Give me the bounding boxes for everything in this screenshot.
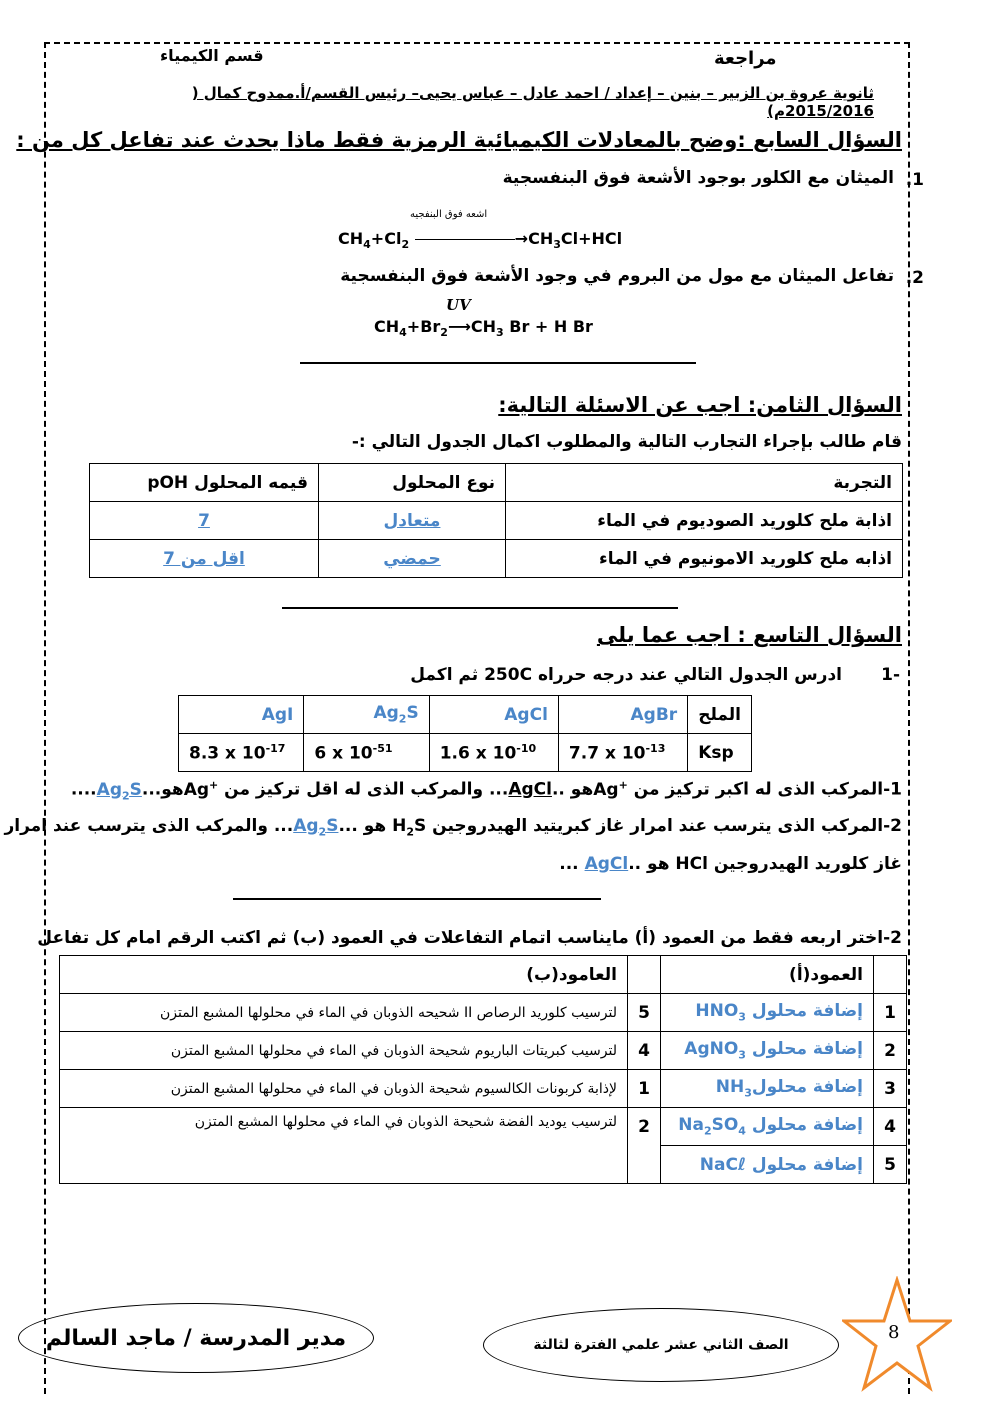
ksp-agbr: 7.7 x $10^{-13}$: [558, 734, 687, 772]
answer-number: [628, 1146, 661, 1184]
salt-agi: AgI: [179, 696, 304, 734]
q9-item-num: -1: [881, 665, 900, 685]
table-row: [60, 1032, 907, 1070]
ksp-agi: 8.3 x $10^{-17}$: [179, 734, 304, 772]
grade-oval: [483, 1308, 839, 1382]
q7-item2-text: تفاعل الميثان مع مول من البروم في وجود الأشعة فوق البنفسجية: [340, 266, 894, 286]
divider: [282, 607, 678, 609]
poh-answer: اقل من 7: [90, 540, 319, 578]
reaction-cell: لترسيب كبريتات الباريوم شحيحة الذوبان في الماء في محلولها المشبع المتزن: [60, 1032, 628, 1070]
poh-answer: 7: [90, 502, 319, 540]
q7-item1-text: الميثان مع الكلور بوجود الأشعة فوق البنفسجية: [502, 168, 894, 188]
answer-h2s: $Ag_2S$: [293, 816, 339, 839]
row-number: 1: [874, 994, 907, 1032]
row-number: 5: [874, 1146, 907, 1184]
answer-hcl: AgCl: [584, 854, 629, 874]
header-experiment: التجربة: [506, 464, 903, 502]
divider: [233, 898, 601, 900]
table-header-row: [60, 956, 907, 994]
answer-number: 1: [628, 1070, 661, 1108]
table-row: [90, 502, 903, 540]
experiment-cell: اذابه ملح كلوريد الامونيوم في الماء: [506, 540, 903, 578]
answer-header: [628, 956, 661, 994]
answer-min: $Ag_2S$: [96, 779, 142, 803]
q8-title: السؤال الثامن: اجب عن الاسئلة التالية:: [498, 393, 902, 417]
department-label: قسم الكيمياء: [160, 46, 264, 65]
divider: [300, 362, 696, 364]
header-poh: قيمه المحلول pOH: [90, 464, 319, 502]
grade-label: الصف الثاني عشر علمي الفترة لثالثة: [533, 1337, 789, 1353]
review-title: مراجعة: [714, 48, 777, 69]
table-row: [60, 1146, 907, 1184]
q8-intro: قام طالب بإجراء التجارب التالية والمطلوب اكمال الجدول التالي :-: [351, 432, 902, 452]
num-header: [874, 956, 907, 994]
column-b-header: العامود(ب): [60, 956, 628, 994]
q9-statement2: 2-المركب الذى يترسب عند امرار غاز كبريتيد الهيدروجين $H_2S$ هو $...Ag_2S$... والمركب الذى يترسب عند امرار: [4, 816, 902, 839]
salt-row: [179, 696, 752, 734]
answer-number: 5: [628, 994, 661, 1032]
reaction-cell: لترسيب كلوريد الرصاص II شحيحه الذوبان في الماء في محلولها المشبع المتزن: [60, 994, 628, 1032]
reaction-cell: لترسيب يوديد الفضة شحيحة الذوبان في الماء في محلولها المشبع المتزن: [60, 1108, 628, 1146]
q9-title: السؤال التاسع : اجب عما يلى: [596, 623, 902, 647]
reagent-cell: إضافة محلول NaCℓ: [661, 1146, 874, 1184]
ksp-row: [179, 734, 752, 772]
answer-max: AgCl: [508, 779, 552, 800]
ksp-table: [178, 695, 752, 772]
solution-type-answer: متعادل: [319, 502, 506, 540]
q9-statement2-cont: غاز كلوريد الهيدروجين HCl هو ..AgCl ...: [559, 854, 902, 874]
table-header-row: [90, 464, 903, 502]
reaction-cell: لإذابة كربونات الكالسيوم شحيحة الذوبان في الماء في محلولها المشبع المتزن: [60, 1070, 628, 1108]
ksp-ag2s: 6 x $10^{-51}$: [304, 734, 429, 772]
salt-agbr: AgBr: [558, 696, 687, 734]
solution-type-answer: حمضي: [319, 540, 506, 578]
answer-number: 2: [628, 1108, 661, 1146]
reaction-cell: [60, 1146, 628, 1184]
table-row: [60, 1108, 907, 1146]
table-row: [90, 540, 903, 578]
experiment-cell: اذابة ملح كلوريد الصوديوم في الماء: [506, 502, 903, 540]
table-row: [60, 1070, 907, 1108]
column-a-header: العمود(أ): [661, 956, 874, 994]
salt-label: الملح: [688, 696, 752, 734]
q8-table: [89, 463, 903, 578]
reagent-cell: $HNO_3$ إضافة محلول: [661, 994, 874, 1032]
reagent-cell: AgNO$_3$ إضافة محلول: [661, 1032, 874, 1070]
row-number: 2: [874, 1032, 907, 1070]
q9-statement1: 1-المركب الذى له اكبر تركيز من Ag+هو ..AgCl... والمركب الذى له اقل تركيز من $Ag^+هو...Ag_2S$....: [70, 778, 902, 803]
salt-agcl: AgCl: [429, 696, 558, 734]
principal-oval: [18, 1303, 374, 1373]
q7-item1-num: .1: [905, 170, 924, 190]
q9-item-text: ادرس الجدول التالي عند درجه حرراه 250C ثم اكمل: [410, 665, 842, 685]
reagent-cell: $Na_2SO_4$ إضافة محلول: [661, 1108, 874, 1146]
salt-ag2s: $Ag_2S$: [304, 696, 429, 734]
q7-equation2: $CH_4+Br_2⟶CH_3$ Br + H Br: [374, 317, 593, 340]
ksp-label: Ksp: [688, 734, 752, 772]
matching-table: [59, 955, 907, 1184]
answer-number: 4: [628, 1032, 661, 1070]
q7-equation1: $CH_4+Cl_2 \to CH_3Cl+HCl$: [338, 229, 623, 252]
page-number: 8: [888, 1322, 900, 1343]
q7-arrow-label2: UV: [446, 296, 471, 314]
table-row: [60, 994, 907, 1032]
q7-arrow-label1: اشعه فوق البنفجيه: [410, 209, 488, 220]
q7-item2-num: .2: [905, 268, 924, 288]
reagent-cell: $NH_3إضافة$ محلول: [661, 1070, 874, 1108]
school-line: ثانوية عروة بن الزبير – بنين – إعداد / احمد عادل – عباس يحيى– رئيس القسم/أ.ممدوح كمال ( 2015/2016م): [191, 84, 874, 120]
ksp-agcl: 1.6 x $10^{-10}$: [429, 734, 558, 772]
row-number: 3: [874, 1070, 907, 1108]
q7-title: السؤال السابع :وضح بالمعادلات الكيميائية الرمزية فقط ماذا يحدث عند تفاعل كل من :: [16, 128, 902, 152]
row-number: 4: [874, 1108, 907, 1146]
principal-name: مدير المدرسة / ماجد السالم: [45, 1325, 347, 1351]
header-solution-type: نوع المحلول: [319, 464, 506, 502]
q9b-intro: 2-اختر اربعه فقط من العمود (أ) مايناسب اتمام التفاعلات في العمود (ب) ثم اكتب الرقم امام كل تفاعل: [37, 928, 902, 948]
